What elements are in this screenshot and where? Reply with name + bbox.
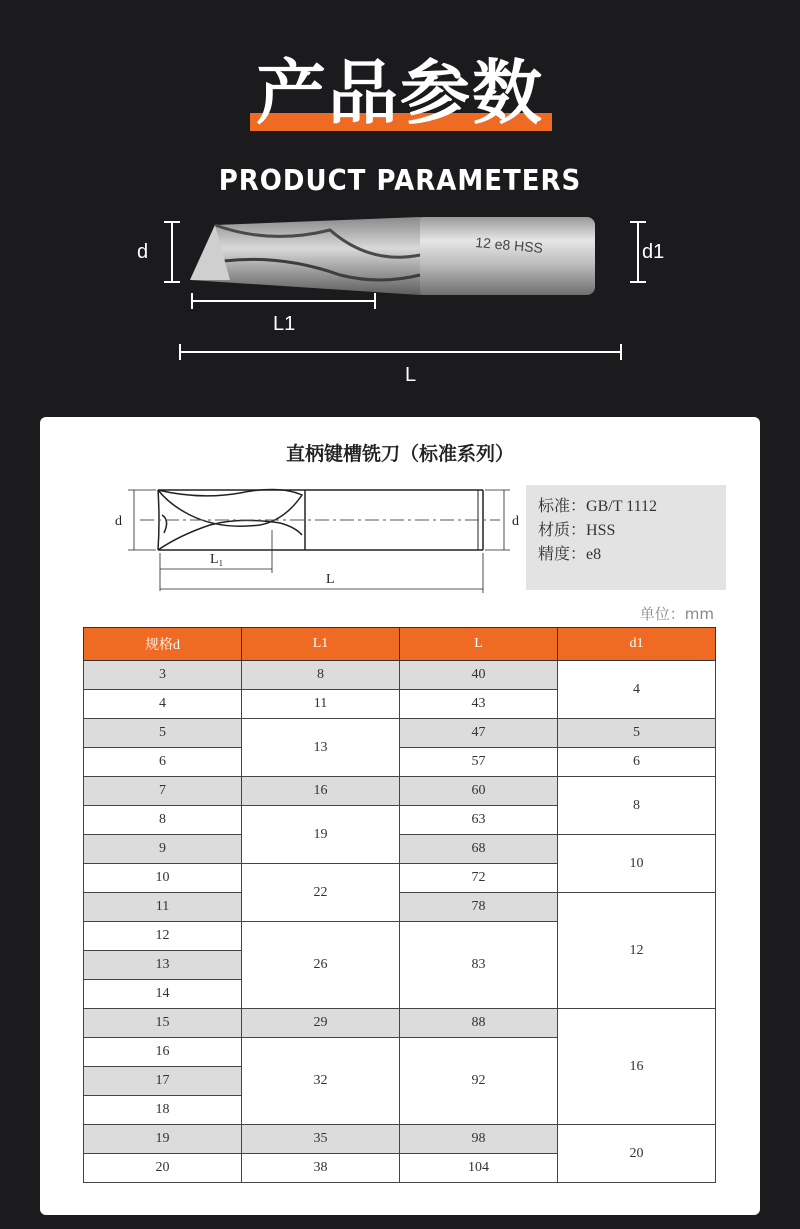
cell-l1: 16: [242, 777, 400, 806]
table-row: [84, 748, 716, 777]
cell-l1: 35: [242, 1125, 400, 1154]
table-row: [84, 777, 716, 806]
cell-l: 104: [400, 1154, 558, 1183]
page-title: 产品参数: [256, 52, 544, 134]
table-row: [84, 1125, 716, 1154]
parameter-card: [40, 417, 760, 1215]
drawing-label-d-left: d: [115, 514, 122, 529]
cell-l: 40: [400, 661, 558, 690]
cell-l: 60: [400, 777, 558, 806]
cell-d1: 20: [558, 1125, 716, 1183]
cell-l1: 32: [242, 1038, 400, 1125]
table-header-row: [84, 628, 716, 661]
dim-label-d: d: [137, 241, 149, 263]
drawing-label-l: L: [326, 572, 335, 587]
header-l: L: [400, 628, 558, 661]
end-mill-photo: [120, 205, 680, 395]
cell-l: 72: [400, 864, 558, 893]
card-title: 直柄键槽铣刀（标准系列）: [285, 443, 514, 465]
parameter-table: [83, 627, 716, 1183]
spec-material: 材质：HSS: [538, 522, 616, 539]
cell-l1: 11: [242, 690, 400, 719]
cell-d1: 8: [558, 777, 716, 835]
header-spec-d: 规格d: [84, 628, 242, 661]
cell-d: 20: [84, 1154, 242, 1183]
cell-d: 19: [84, 1125, 242, 1154]
header-d1: d1: [558, 628, 716, 661]
dim-label-d1: d1: [642, 241, 665, 263]
table-row: [84, 835, 716, 864]
cell-d: 18: [84, 1096, 242, 1125]
cell-l: 92: [400, 1038, 558, 1125]
cell-d: 7: [84, 777, 242, 806]
unit-label: 单位：mm: [639, 605, 714, 623]
cell-d: 11: [84, 893, 242, 922]
dim-label-l: L: [405, 364, 417, 386]
cell-l1: 22: [242, 864, 400, 922]
cell-d: 16: [84, 1038, 242, 1067]
cell-d: 6: [84, 748, 242, 777]
cell-d1: 16: [558, 1009, 716, 1125]
cell-d1: 12: [558, 893, 716, 1009]
cell-l: 78: [400, 893, 558, 922]
cell-d: 9: [84, 835, 242, 864]
cell-l: 88: [400, 1009, 558, 1038]
header-l1: L1: [242, 628, 400, 661]
cell-l: 57: [400, 748, 558, 777]
cell-d: 17: [84, 1067, 242, 1096]
cell-l: 98: [400, 1125, 558, 1154]
spec-box: [526, 485, 726, 590]
cell-d: 5: [84, 719, 242, 748]
spec-standard: 标准：GB/T 1112: [538, 498, 657, 515]
cell-l: 63: [400, 806, 558, 835]
cell-l1: 8: [242, 661, 400, 690]
cell-d1: 4: [558, 661, 716, 719]
table-row: [84, 1009, 716, 1038]
cell-d: 15: [84, 1009, 242, 1038]
cell-l1: 26: [242, 922, 400, 1009]
cell-l1: 38: [242, 1154, 400, 1183]
cell-l: 68: [400, 835, 558, 864]
table-row: [84, 893, 716, 922]
cell-l1: 29: [242, 1009, 400, 1038]
drawing-label-d-right: d: [512, 514, 519, 529]
table-row: [84, 661, 716, 690]
page-subtitle: PRODUCT PARAMETERS: [218, 164, 582, 198]
cell-l: 83: [400, 922, 558, 1009]
cell-l1: 13: [242, 719, 400, 777]
cell-d: 8: [84, 806, 242, 835]
cell-d1: 10: [558, 835, 716, 893]
spec-precision: 精度：e8: [538, 546, 602, 563]
cell-d: 10: [84, 864, 242, 893]
cell-d: 13: [84, 951, 242, 980]
cell-d1: 5: [558, 719, 716, 748]
cell-l1: 19: [242, 806, 400, 864]
cell-l: 43: [400, 690, 558, 719]
cell-d: 14: [84, 980, 242, 1009]
table-row: [84, 719, 716, 748]
drawing-label-l1: L₁: [210, 552, 224, 567]
cell-d1: 6: [558, 748, 716, 777]
cell-d: 3: [84, 661, 242, 690]
cell-d: 12: [84, 922, 242, 951]
technical-drawing: [80, 475, 519, 605]
cell-d: 4: [84, 690, 242, 719]
engraving-text: 12 e8 HSS: [474, 234, 544, 256]
dim-label-l1: L1: [273, 313, 296, 335]
cell-l: 47: [400, 719, 558, 748]
